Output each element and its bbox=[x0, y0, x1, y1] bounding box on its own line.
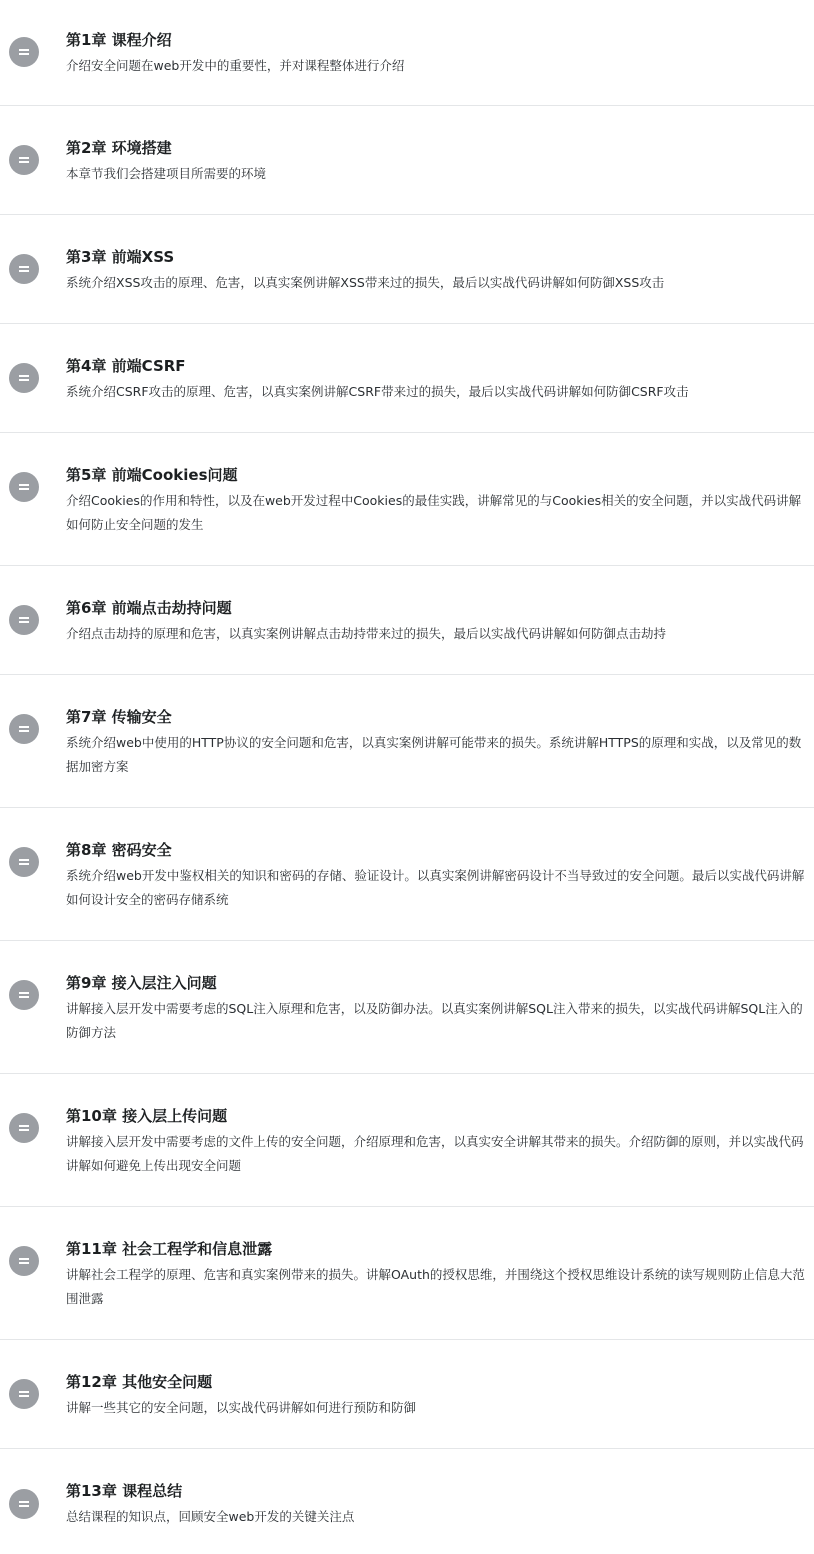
chapter-item[interactable] bbox=[0, 1207, 814, 1340]
chapter-description: 介绍Cookies的作用和特性，以及在web开发过程中Cookies的最佳实践，讲解常见的与Cookies相关的安全问题，并以实战代码讲解如何防止安全问题的发生 bbox=[66, 493, 802, 532]
chapter-title: 第10章 接入层上传问题 bbox=[66, 1107, 228, 1125]
chapter-title: 第12章 其他安全问题 bbox=[66, 1373, 213, 1391]
chapter-description: 总结课程的知识点，回顾安全web开发的关键关注点 bbox=[66, 1509, 355, 1524]
collapse-icon[interactable] bbox=[9, 1489, 39, 1519]
chapter-item[interactable] bbox=[0, 106, 814, 215]
chapter-description: 系统介绍web开发中鉴权相关的知识和密码的存储、验证设计。以真实案例讲解密码设计不当导致过的安全问题。最后以实战代码讲解如何设计安全的密码存储系统 bbox=[66, 868, 805, 907]
chapter-description: 讲解社会工程学的原理、危害和真实案例带来的损失。讲解OAuth的授权思维，并围绕这个授权思维设计系统的读写规则防止信息大范围泄露 bbox=[66, 1267, 805, 1306]
chapter-item[interactable] bbox=[0, 324, 814, 433]
chapter-title: 第6章 前端点击劫持问题 bbox=[66, 599, 232, 617]
collapse-icon[interactable] bbox=[9, 1379, 39, 1409]
chapter-title: 第5章 前端Cookies问题 bbox=[66, 466, 238, 484]
chapter-description: 系统介绍XSS攻击的原理、危害，以真实案例讲解XSS带来过的损失，最后以实战代码讲解如何防御XSS攻击 bbox=[66, 275, 665, 290]
chapter-item[interactable] bbox=[0, 1074, 814, 1207]
chapter-title: 第2章 环境搭建 bbox=[66, 139, 172, 157]
chapter-item[interactable] bbox=[0, 566, 814, 675]
chapter-description: 讲解接入层开发中需要考虑的文件上传的安全问题，介绍原理和危害，以真实安全讲解其带来的损失。介绍防御的原则，并以实战代码讲解如何避免上传出现安全问题 bbox=[66, 1134, 804, 1173]
chapter-item[interactable] bbox=[0, 941, 814, 1074]
chapter-item[interactable] bbox=[0, 675, 814, 808]
chapter-description: 介绍点击劫持的原理和危害，以真实案例讲解点击劫持带来过的损失，最后以实战代码讲解如何防御点击劫持 bbox=[66, 626, 667, 641]
chapter-description: 讲解一些其它的安全问题，以实战代码讲解如何进行预防和防御 bbox=[66, 1400, 417, 1415]
chapter-item[interactable] bbox=[0, 0, 814, 106]
chapter-item[interactable] bbox=[0, 215, 814, 324]
collapse-icon[interactable] bbox=[9, 980, 39, 1010]
chapter-title: 第3章 前端XSS bbox=[66, 248, 175, 266]
chapter-description: 系统介绍web中使用的HTTP协议的安全问题和危害，以真实案例讲解可能带来的损失。系统讲解HTTPS的原理和实战，以及常见的数据加密方案 bbox=[66, 735, 802, 774]
collapse-icon[interactable] bbox=[9, 145, 39, 175]
chapter-item[interactable] bbox=[0, 808, 814, 941]
chapter-title: 第8章 密码安全 bbox=[66, 841, 172, 859]
chapter-title: 第4章 前端CSRF bbox=[66, 357, 186, 375]
chapter-description: 介绍安全问题在web开发中的重要性，并对课程整体进行介绍 bbox=[66, 58, 405, 73]
collapse-icon[interactable] bbox=[9, 37, 39, 67]
chapter-description: 系统介绍CSRF攻击的原理、危害，以真实案例讲解CSRF带来过的损失，最后以实战代码讲解如何防御CSRF攻击 bbox=[66, 384, 689, 399]
collapse-icon[interactable] bbox=[9, 1113, 39, 1143]
chapter-description: 本章节我们会搭建项目所需要的环境 bbox=[66, 166, 267, 181]
chapter-title: 第11章 社会工程学和信息泄露 bbox=[66, 1240, 273, 1258]
chapter-description: 讲解接入层开发中需要考虑的SQL注入原理和危害，以及防御办法。以真实案例讲解SQL注入带来的损失，以实战代码讲解SQL注入的防御方法 bbox=[66, 1001, 803, 1040]
collapse-icon[interactable] bbox=[9, 847, 39, 877]
collapse-icon[interactable] bbox=[9, 472, 39, 502]
chapter-title: 第7章 传输安全 bbox=[66, 708, 172, 726]
chapter-title: 第9章 接入层注入问题 bbox=[66, 974, 217, 992]
chapter-item[interactable] bbox=[0, 1449, 814, 1554]
collapse-icon[interactable] bbox=[9, 714, 39, 744]
collapse-icon[interactable] bbox=[9, 1246, 39, 1276]
chapter-item[interactable] bbox=[0, 433, 814, 566]
collapse-icon[interactable] bbox=[9, 254, 39, 284]
chapter-title: 第1章 课程介绍 bbox=[66, 31, 172, 49]
collapse-icon[interactable] bbox=[9, 605, 39, 635]
collapse-icon[interactable] bbox=[9, 363, 39, 393]
chapter-title: 第13章 课程总结 bbox=[66, 1482, 183, 1500]
chapter-item[interactable] bbox=[0, 1340, 814, 1449]
